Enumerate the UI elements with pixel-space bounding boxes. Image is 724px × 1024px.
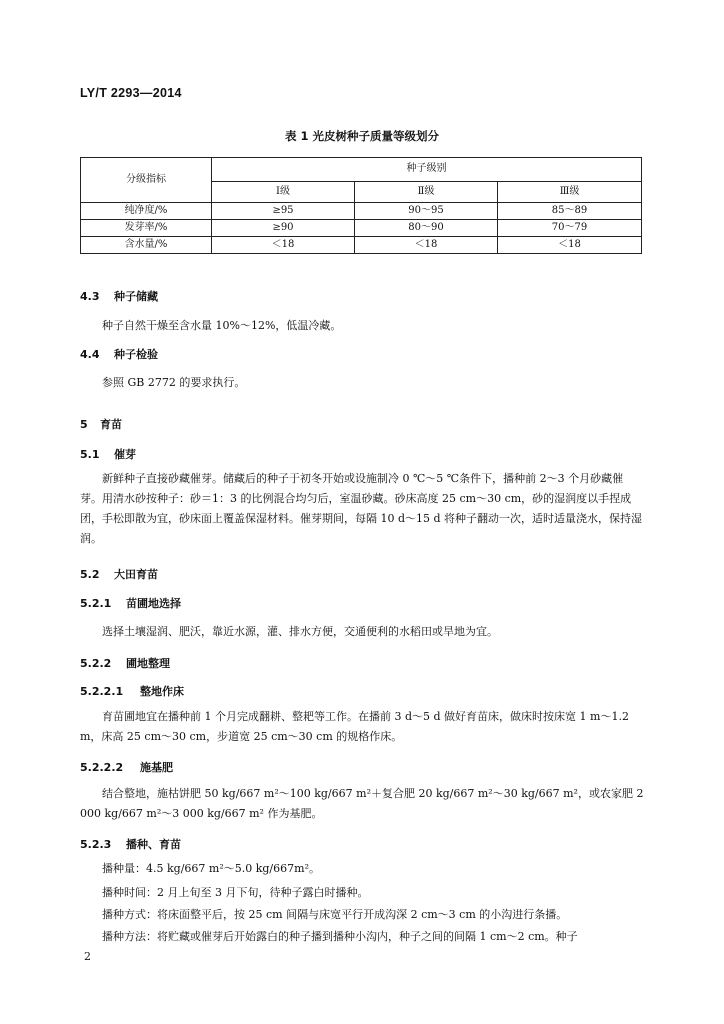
row-label: 含水量/% bbox=[81, 237, 212, 254]
seed-quality-table bbox=[80, 157, 642, 254]
heading-5-2-3: 5.2.3 播种、育苗 bbox=[80, 838, 181, 851]
cell: 80～90 bbox=[355, 220, 498, 237]
sowing-time: 播种时间：2 月上旬至 3 月下旬，待种子露白时播种。 bbox=[102, 886, 369, 899]
table-row bbox=[81, 203, 642, 220]
table-row bbox=[81, 237, 642, 254]
table-caption: 表 1 光皮树种子质量等级划分 bbox=[284, 129, 439, 143]
heading-5-2: 5.2 大田育苗 bbox=[80, 568, 158, 581]
page-number: 2 bbox=[84, 950, 91, 963]
table-header-row bbox=[81, 158, 642, 182]
col-head: 分级指标 bbox=[81, 158, 212, 203]
cell: 70～79 bbox=[498, 220, 642, 237]
grade-3: Ⅲ级 bbox=[498, 181, 642, 202]
para-5-1: 新鲜种子直接砂藏催芽。储藏后的种子于初冬开始或设施制冷 0 ℃～5 ℃条件下，播种前 2～3 个月砂藏催芽。用清水砂按种子：砂＝1：3 的比例混合均匀后，室温砂藏。砂床高度 25 cm～30 cm，砂的湿润度以手捏成团，手松即散为宜，砂床面上覆盖保湿材料。催芽期间，每隔 10 d～15 d 将种子翻动一次，适时适量浇水，保持湿润。 bbox=[80, 472, 643, 545]
para-4-4: 参照 GB 2772 的要求执行。 bbox=[102, 376, 246, 389]
grade-2: Ⅱ级 bbox=[355, 181, 498, 202]
cell: ＜18 bbox=[498, 237, 642, 254]
cell: ≥95 bbox=[212, 203, 355, 220]
grade-1: Ⅰ级 bbox=[212, 181, 355, 202]
document-header: LY/T 2293—2014 bbox=[80, 86, 182, 100]
cell: 85～89 bbox=[498, 203, 642, 220]
cell: ≥90 bbox=[212, 220, 355, 237]
cell: 90～95 bbox=[355, 203, 498, 220]
grade-head: 种子级别 bbox=[212, 158, 642, 182]
sowing-amount: 播种量：4.5 kg/667 m²～5.0 kg/667m²。 bbox=[102, 862, 320, 875]
para-5-2-2-1: 育苗圃地宜在播种前 1 个月完成翻耕、整耙等工作。在播前 3 d～5 d 做好育苗床，做床时按床宽 1 m～1.2 m，床高 25 cm～30 cm，步道宽 25 cm～30 cm 的规格作床。 bbox=[80, 710, 629, 743]
heading-5-2-2: 5.2.2 圃地整理 bbox=[80, 657, 170, 670]
para-5-2-1: 选择土壤湿润、肥沃，靠近水源，灌、排水方便，交通便利的水稻田或旱地为宜。 bbox=[102, 625, 498, 638]
row-label: 发芽率/% bbox=[81, 220, 212, 237]
cell: ＜18 bbox=[212, 237, 355, 254]
row-label: 纯净度/% bbox=[81, 203, 212, 220]
heading-5-2-2-1: 5.2.2.1 整地作床 bbox=[80, 685, 184, 698]
para-5-2-2-2: 结合整地，施枯饼肥 50 kg/667 m²～100 kg/667 m²＋复合肥 20 kg/667 m²～30 kg/667 m²，或农家肥 2 000 kg/667 m²～3 000 kg/667 m² 作为基肥。 bbox=[80, 787, 644, 820]
heading-4-4: 4.4 种子检验 bbox=[80, 348, 158, 361]
table-row bbox=[81, 220, 642, 237]
sowing-mode: 播种方式：将床面整平后，按 25 cm 间隔与床宽平行开成沟深 2 cm～3 cm 的小沟进行条播。 bbox=[102, 908, 568, 921]
heading-5-2-1: 5.2.1 苗圃地选择 bbox=[80, 597, 181, 610]
heading-5-2-2-2: 5.2.2.2 施基肥 bbox=[80, 761, 173, 774]
heading-5: 5 育苗 bbox=[80, 418, 122, 431]
para-4-3: 种子自然干燥至含水量 10%～12%，低温冷藏。 bbox=[102, 319, 342, 332]
heading-4-3: 4.3 种子储藏 bbox=[80, 290, 158, 303]
cell: ＜18 bbox=[355, 237, 498, 254]
heading-5-1: 5.1 催芽 bbox=[80, 448, 136, 461]
sowing-method: 播种方法：将贮藏或催芽后开始露白的种子播到播种小沟内，种子之间的间隔 1 cm～2 cm。种子 bbox=[102, 930, 578, 943]
